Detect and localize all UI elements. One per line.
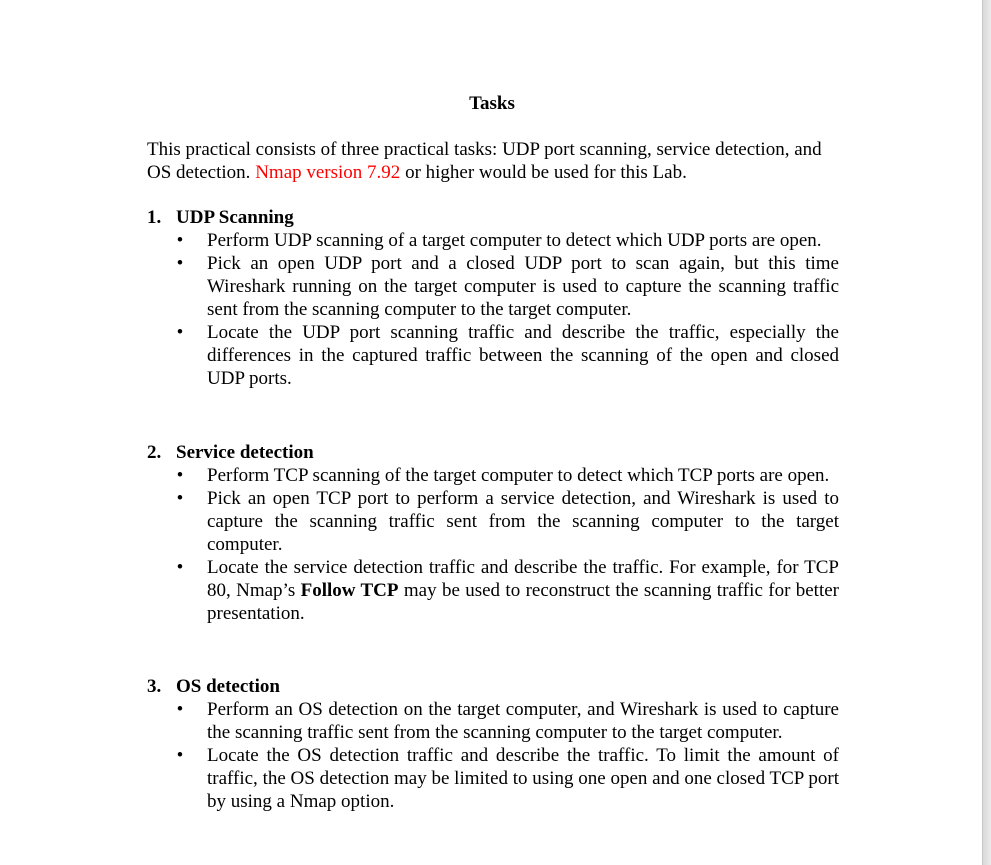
section-number: 3. bbox=[147, 676, 162, 697]
section-number: 1. bbox=[147, 207, 162, 228]
page-edge-shadow bbox=[982, 0, 991, 865]
section-udp-scanning bbox=[147, 206, 839, 390]
section-title: Service detection bbox=[176, 442, 314, 463]
list-item-text: Perform TCP scanning of the target computer to detect which TCP ports are open. bbox=[207, 465, 830, 486]
list-item-text: Locate the UDP port scanning traffic and describe the traffic, especially the differences in the captured traffic between the scanning of the open and closed UDP ports. bbox=[207, 322, 839, 389]
bullet-icon: • bbox=[176, 488, 184, 509]
bullet-icon: • bbox=[176, 465, 184, 486]
intro-text-after: or higher would be used for this Lab. bbox=[400, 162, 687, 183]
list-item bbox=[147, 698, 839, 744]
bullet-icon: • bbox=[176, 745, 184, 766]
section-service-detection bbox=[147, 441, 839, 625]
list-item bbox=[147, 487, 839, 556]
follow-tcp-bold: Follow TCP bbox=[300, 580, 399, 601]
bullet-icon: • bbox=[176, 557, 184, 578]
page-title: Tasks bbox=[469, 93, 515, 114]
bullet-list bbox=[147, 698, 839, 813]
bullet-list bbox=[147, 464, 839, 625]
section-number: 2. bbox=[147, 442, 162, 463]
bullet-icon: • bbox=[176, 253, 184, 274]
intro-text-before: This practical consists of three practical tasks: UDP port scanning, service detection, and OS detection. bbox=[147, 139, 822, 183]
section-heading bbox=[147, 675, 839, 698]
section-heading bbox=[147, 206, 839, 229]
bullet-icon: • bbox=[176, 230, 184, 251]
list-item bbox=[147, 744, 839, 813]
list-item bbox=[147, 556, 839, 625]
section-os-detection bbox=[147, 675, 839, 813]
list-item bbox=[147, 464, 839, 487]
list-item-text: Pick an open UDP port and a closed UDP port to scan again, but this time Wireshark running on the target computer is used to capture the scanning traffic sent from the scanning computer to the target computer. bbox=[207, 253, 839, 320]
list-item-text-after: may be used to reconstruct the scanning traffic for better presentation. bbox=[207, 580, 840, 624]
section-title: UDP Scanning bbox=[176, 207, 294, 228]
list-item-text: Perform UDP scanning of a target computer to detect which UDP ports are open. bbox=[207, 230, 822, 251]
bullet-list bbox=[147, 229, 839, 390]
list-item bbox=[147, 252, 839, 321]
list-item bbox=[147, 229, 839, 252]
intro-paragraph bbox=[147, 138, 847, 184]
nmap-version-highlight: Nmap version 7.92 bbox=[255, 162, 401, 183]
list-item bbox=[147, 321, 839, 390]
list-item-text-before: Locate the service detection traffic and describe the traffic. For example, for TCP 80, Nmap’s bbox=[207, 557, 839, 601]
list-item-text: Locate the OS detection traffic and describe the traffic. To limit the amount of traffic, the OS detection may be limited to using one open and one closed TCP port by using a Nmap option. bbox=[207, 745, 839, 812]
section-heading bbox=[147, 441, 839, 464]
list-item-text: Perform an OS detection on the target computer, and Wireshark is used to capture the scanning traffic sent from the scanning computer to the target computer. bbox=[207, 699, 839, 743]
bullet-icon: • bbox=[176, 322, 184, 343]
list-item-text: Pick an open TCP port to perform a service detection, and Wireshark is used to capture the scanning traffic sent from the scanning computer to the target computer. bbox=[207, 488, 839, 555]
bullet-icon: • bbox=[176, 699, 184, 720]
section-title: OS detection bbox=[176, 676, 280, 697]
